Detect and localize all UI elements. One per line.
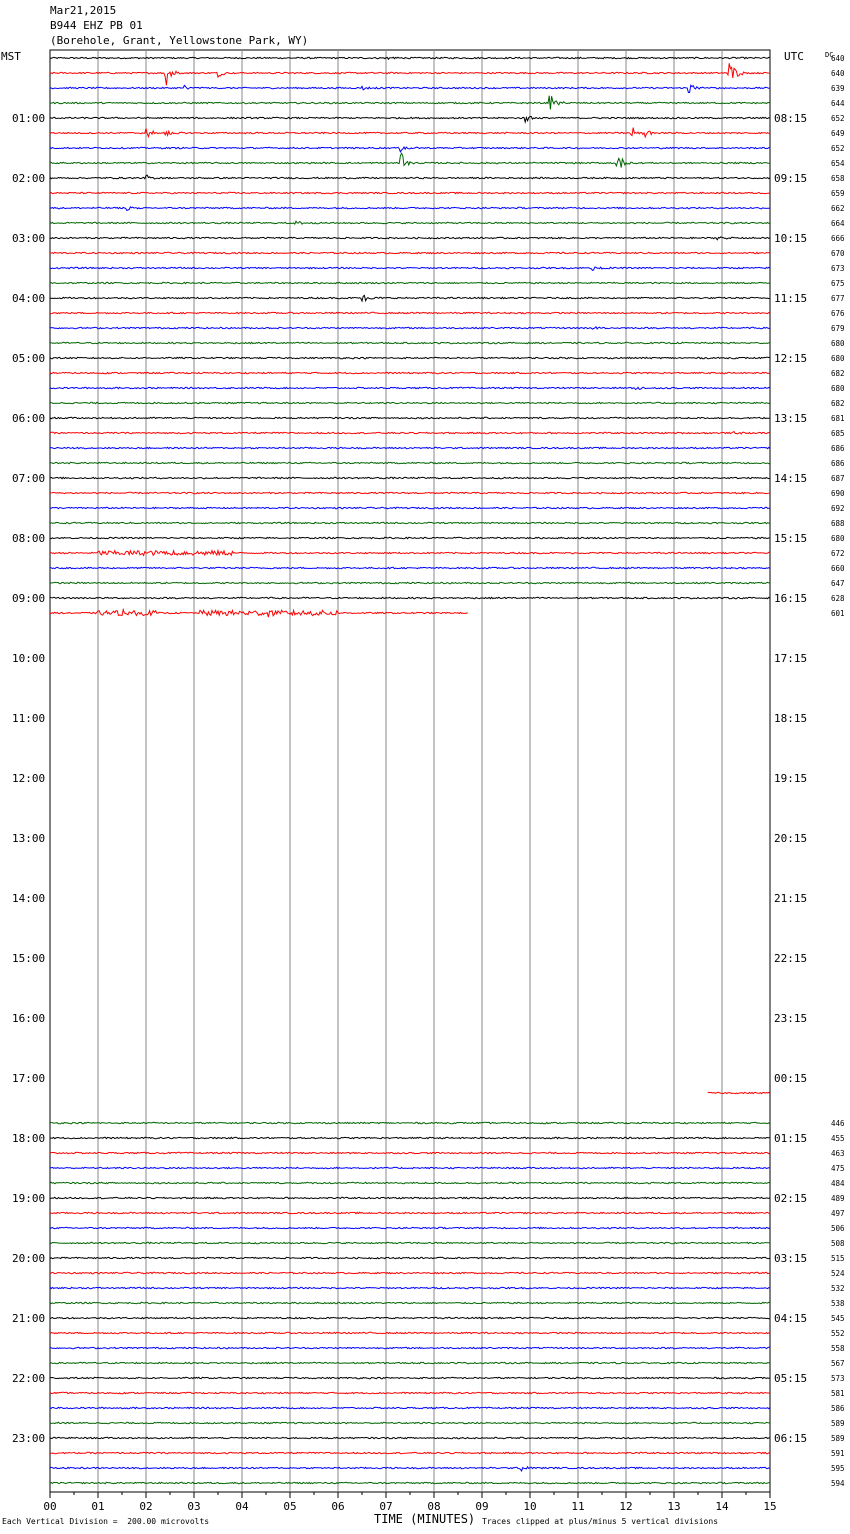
dc-offset-label: 591 [831, 1449, 845, 1458]
x-tick-label: 04 [235, 1500, 249, 1513]
plot-border [50, 50, 770, 1492]
left-hour-label: 15:00 [12, 952, 46, 965]
clip-note: Traces clipped at plus/minus 5 vertical divisions [482, 1517, 719, 1526]
seismic-trace [50, 267, 770, 270]
seismic-trace [50, 1347, 770, 1348]
seismic-trace [50, 63, 770, 85]
seismic-trace [50, 462, 770, 463]
seismic-trace [50, 207, 770, 211]
x-tick-label: 00 [43, 1500, 57, 1513]
dc-offset-label: 558 [831, 1344, 845, 1353]
dc-offset-label: 682 [831, 369, 845, 378]
right-hour-label: 23:15 [774, 1012, 808, 1025]
dc-offset-label: 686 [831, 459, 845, 468]
x-tick-label: 03 [187, 1500, 201, 1513]
dc-offset-label: 567 [831, 1359, 845, 1368]
seismic-trace [50, 447, 770, 448]
dc-offset-label: 685 [831, 429, 845, 438]
dc-offset-label: 652 [831, 144, 845, 153]
seismic-trace [50, 85, 770, 92]
seismic-trace [50, 507, 770, 508]
dc-offset-label: 594 [831, 1479, 845, 1488]
dc-offset-label: 664 [831, 219, 845, 228]
dc-offset-label: 680 [831, 354, 845, 363]
seismic-trace [50, 492, 770, 493]
seismic-trace [50, 252, 770, 253]
seismic-trace [50, 477, 770, 478]
seismic-trace [50, 1182, 770, 1183]
dc-offset-label: 538 [831, 1299, 845, 1308]
dc-offset-label: 677 [831, 294, 845, 303]
dc-offset-label: 489 [831, 1194, 845, 1203]
x-axis-title: TIME (MINUTES) [374, 1512, 476, 1526]
seismic-trace [50, 1212, 770, 1213]
right-hour-label: 20:15 [774, 832, 808, 845]
seismic-trace [50, 1287, 770, 1288]
left-hour-label: 22:00 [12, 1372, 46, 1385]
right-hour-label: 22:15 [774, 952, 808, 965]
dc-offset-label: 675 [831, 279, 845, 288]
left-hour-label: 13:00 [12, 832, 46, 845]
seismic-trace [50, 1332, 770, 1333]
dc-offset-label: 628 [831, 594, 845, 603]
seismic-trace [50, 1167, 770, 1168]
seismic-trace [50, 357, 770, 358]
left-hour-label: 05:00 [12, 352, 46, 365]
dc-offset-label: 455 [831, 1134, 845, 1143]
seismic-trace [50, 327, 770, 329]
seismic-trace [50, 1377, 770, 1378]
dc-offset-label: 658 [831, 174, 845, 183]
scale-note: Each Vertical Division = 200.00 microvolts [2, 1517, 210, 1526]
dc-offset-label: 652 [831, 114, 845, 123]
seismic-trace [708, 1092, 770, 1093]
dc-offset-label: 640 [831, 54, 845, 63]
right-hour-label: 21:15 [774, 892, 808, 905]
seismic-trace [50, 1482, 770, 1483]
dc-offset-label: 680 [831, 339, 845, 348]
dc-offset-label: 681 [831, 414, 845, 423]
right-hour-label: 09:15 [774, 172, 808, 185]
right-hour-label: 00:15 [774, 1072, 808, 1085]
left-hour-label: 18:00 [12, 1132, 46, 1145]
dc-offset-label: 690 [831, 489, 845, 498]
right-hour-label: 03:15 [774, 1252, 808, 1265]
seismic-trace [50, 1407, 770, 1408]
seismic-trace [50, 597, 770, 598]
seismic-trace [50, 128, 770, 137]
seismic-trace [50, 312, 770, 313]
seismic-trace [50, 610, 468, 618]
seismic-trace [50, 387, 770, 389]
left-hour-label: 02:00 [12, 172, 46, 185]
dc-offset-label: 670 [831, 249, 845, 258]
left-hour-label: 21:00 [12, 1312, 46, 1325]
seismic-trace [50, 582, 770, 583]
dc-offset-label: 506 [831, 1224, 845, 1233]
dc-offset-label: 601 [831, 609, 845, 618]
dc-offset-label: 581 [831, 1389, 845, 1398]
left-hour-label: 03:00 [12, 232, 46, 245]
dc-offset-label: 672 [831, 549, 845, 558]
x-tick-label: 08 [427, 1500, 441, 1513]
dc-offset-label: 484 [831, 1179, 845, 1188]
seismic-trace [50, 402, 770, 403]
right-hour-label: 05:15 [774, 1372, 808, 1385]
seismic-trace [50, 522, 770, 523]
right-hour-label: 17:15 [774, 652, 808, 665]
dc-offset-label: 589 [831, 1434, 845, 1443]
left-hour-label: 04:00 [12, 292, 46, 305]
seismic-trace [50, 175, 770, 179]
dc-offset-label: 640 [831, 69, 845, 78]
seismic-trace [50, 221, 770, 224]
seismic-trace [50, 192, 770, 193]
seismic-trace [50, 1392, 770, 1393]
right-timezone-label: UTC [784, 50, 804, 63]
dc-offset-label: 589 [831, 1419, 845, 1428]
seismic-trace [50, 237, 770, 240]
x-tick-label: 13 [667, 1500, 681, 1513]
seismic-trace [50, 551, 770, 556]
right-hour-label: 10:15 [774, 232, 808, 245]
dc-offset-label: 545 [831, 1314, 845, 1323]
left-hour-label: 20:00 [12, 1252, 46, 1265]
x-tick-label: 02 [139, 1500, 153, 1513]
dc-label: DC [825, 51, 834, 59]
dc-offset-label: 532 [831, 1284, 845, 1293]
dc-offset-label: 680 [831, 384, 845, 393]
left-timezone-label: MST [1, 50, 21, 63]
right-hour-label: 01:15 [774, 1132, 808, 1145]
x-tick-label: 05 [283, 1500, 297, 1513]
dc-offset-label: 692 [831, 504, 845, 513]
dc-offset-label: 647 [831, 579, 845, 588]
seismic-trace [50, 567, 770, 568]
dc-offset-label: 660 [831, 564, 845, 573]
seismic-trace [50, 342, 770, 343]
dc-offset-label: 679 [831, 324, 845, 333]
left-hour-label: 14:00 [12, 892, 46, 905]
dc-offset-label: 497 [831, 1209, 845, 1218]
x-tick-label: 01 [91, 1500, 105, 1513]
right-hour-label: 06:15 [774, 1432, 808, 1445]
seismic-trace [50, 1422, 770, 1423]
header-station: B944 EHZ PB 01 [50, 19, 143, 32]
seismic-trace [50, 1467, 770, 1471]
dc-offset-label: 688 [831, 519, 845, 528]
left-hour-label: 06:00 [12, 412, 46, 425]
seismic-trace [50, 1272, 770, 1273]
seismic-trace [50, 1257, 770, 1258]
left-hour-label: 17:00 [12, 1072, 46, 1085]
left-hour-label: 08:00 [12, 532, 46, 545]
dc-offset-label: 662 [831, 204, 845, 213]
right-hour-label: 18:15 [774, 712, 808, 725]
right-hour-label: 02:15 [774, 1192, 808, 1205]
left-hour-label: 16:00 [12, 1012, 46, 1025]
x-tick-label: 07 [379, 1500, 393, 1513]
dc-offset-label: 475 [831, 1164, 845, 1173]
dc-offset-label: 682 [831, 399, 845, 408]
dc-offset-label: 573 [831, 1374, 845, 1383]
left-hour-label: 07:00 [12, 472, 46, 485]
seismic-trace [50, 537, 770, 538]
dc-offset-label: 687 [831, 474, 845, 483]
header-date: Mar21,2015 [50, 4, 117, 17]
seismic-trace [50, 282, 770, 283]
seismic-trace [50, 96, 770, 110]
seismic-trace [50, 295, 770, 301]
dc-offset-label: 676 [831, 309, 845, 318]
dc-offset-label: 586 [831, 1404, 845, 1413]
dc-offset-label: 659 [831, 189, 845, 198]
dc-offset-label: 644 [831, 99, 845, 108]
x-tick-label: 10 [523, 1500, 537, 1513]
seismic-trace [50, 1137, 770, 1138]
seismic-trace [50, 1227, 770, 1228]
seismic-trace [50, 1242, 770, 1243]
seismic-trace [50, 1317, 770, 1318]
right-hour-label: 19:15 [774, 772, 808, 785]
dc-offset-label: 680 [831, 534, 845, 543]
dc-offset-label: 654 [831, 159, 845, 168]
left-hour-label: 12:00 [12, 772, 46, 785]
seismic-trace [50, 1152, 770, 1153]
left-hour-label: 01:00 [12, 112, 46, 125]
x-tick-label: 12 [619, 1500, 633, 1513]
dc-offset-label: 673 [831, 264, 845, 273]
seismic-trace [50, 1197, 770, 1198]
seismic-trace [50, 57, 770, 59]
right-hour-label: 12:15 [774, 352, 808, 365]
dc-offset-label: 508 [831, 1239, 845, 1248]
right-hour-label: 16:15 [774, 592, 808, 605]
left-hour-label: 09:00 [12, 592, 46, 605]
dc-offset-label: 649 [831, 129, 845, 138]
seismic-trace [50, 372, 770, 373]
x-tick-label: 11 [571, 1500, 585, 1513]
left-hour-label: 19:00 [12, 1192, 46, 1205]
left-hour-label: 23:00 [12, 1432, 46, 1445]
seismic-trace [50, 147, 770, 152]
seismic-trace [50, 1452, 770, 1453]
x-tick-label: 15 [763, 1500, 777, 1513]
dc-offset-label: 515 [831, 1254, 845, 1263]
dc-offset-label: 552 [831, 1329, 845, 1338]
x-tick-label: 06 [331, 1500, 345, 1513]
dc-offset-label: 666 [831, 234, 845, 243]
dc-offset-label: 686 [831, 444, 845, 453]
dc-offset-label: 463 [831, 1149, 845, 1158]
x-tick-label: 09 [475, 1500, 489, 1513]
seismic-trace [50, 1437, 770, 1438]
seismic-trace [50, 153, 770, 167]
right-hour-label: 04:15 [774, 1312, 808, 1325]
seismic-trace [50, 1122, 770, 1123]
seismic-trace [50, 1362, 770, 1363]
dc-offset-label: 639 [831, 84, 845, 93]
left-hour-label: 10:00 [12, 652, 46, 665]
seismic-trace [50, 432, 770, 435]
header-location: (Borehole, Grant, Yellowstone Park, WY) [50, 34, 309, 47]
seismic-trace [50, 1302, 770, 1303]
right-hour-label: 11:15 [774, 292, 808, 305]
x-tick-label: 14 [715, 1500, 729, 1513]
dc-offset-label: 524 [831, 1269, 845, 1278]
dc-offset-label: 595 [831, 1464, 845, 1473]
left-hour-label: 11:00 [12, 712, 46, 725]
right-hour-label: 15:15 [774, 532, 808, 545]
dc-offset-label: 446 [831, 1119, 845, 1128]
seismic-trace [50, 117, 770, 123]
right-hour-label: 08:15 [774, 112, 808, 125]
right-hour-label: 14:15 [774, 472, 808, 485]
seismic-trace [50, 417, 770, 418]
right-hour-label: 13:15 [774, 412, 808, 425]
